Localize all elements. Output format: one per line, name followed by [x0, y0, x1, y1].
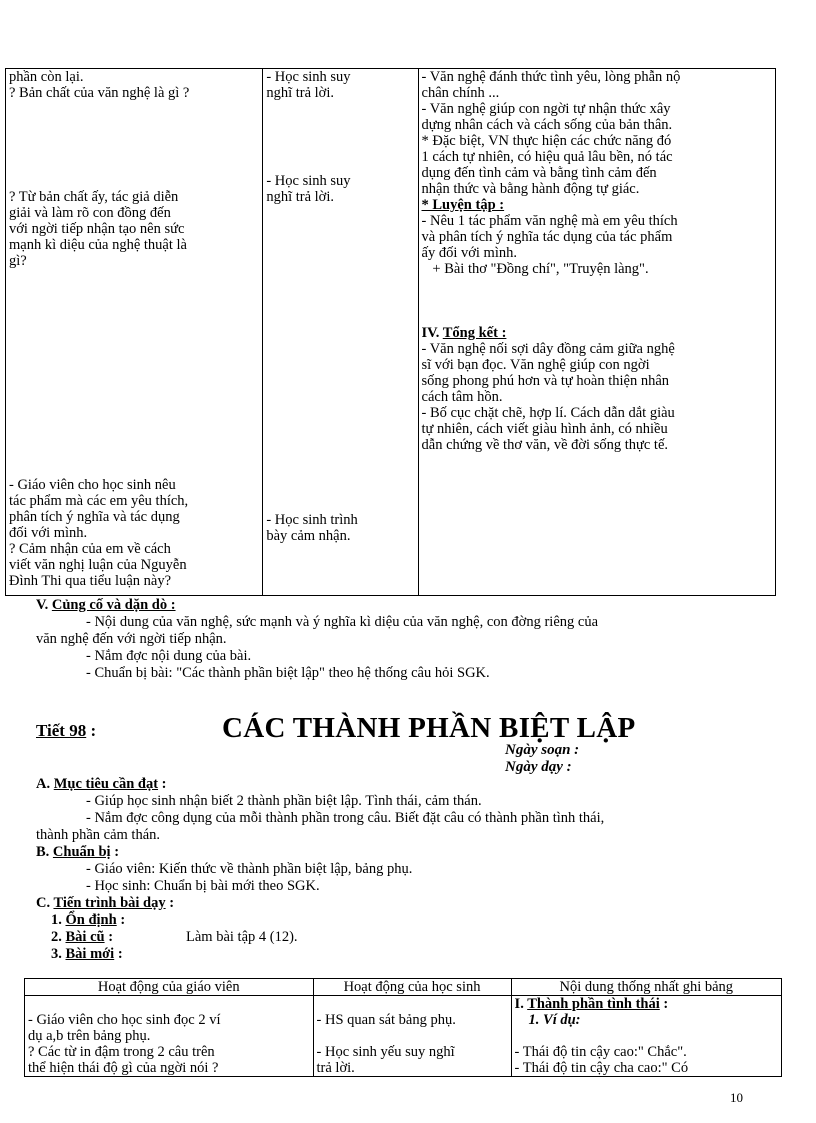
teacher-line: tác phẩm mà các em yêu thích, [9, 493, 189, 509]
lesson-dates [505, 742, 579, 776]
section-a-line: - Nắm đợc công dụng của mỗi thành phần trong câu. Biết đặt câu có thành phần tình thái, [86, 810, 605, 826]
page-title: CÁC THÀNH PHẦN BIỆT LẬP [222, 712, 636, 744]
table-line: - Giáo viên cho học sinh đọc 2 ví [28, 1012, 221, 1028]
tong-ket-prefix: IV. [421, 325, 443, 341]
lesson-number-colon: : [86, 721, 97, 740]
section-c-prefix: C. [36, 895, 54, 911]
step-bai-moi [51, 946, 123, 962]
tong-ket-label: Tổng kết : [442, 325, 507, 341]
step-label: Bài cũ [65, 929, 105, 945]
section-b-heading [36, 844, 119, 860]
teacher-line: với ngời tiếp nhận tạo nên sức [9, 221, 185, 237]
teacher-activity-cell [25, 996, 314, 1077]
table-line: - Thái độ tin cậy cao:" Chắc". [514, 1044, 687, 1060]
teacher-activity-cell [6, 69, 263, 596]
ngay-day: Ngày dạy : [505, 759, 572, 775]
step-number: 2. [51, 929, 66, 945]
content-line: và phân tích ý nghĩa tác dụng của tác phẩm [421, 229, 673, 245]
teacher-line: ? Từ bản chất ấy, tác giả diễn [9, 189, 179, 205]
table-header: Hoạt động của giáo viên [25, 979, 314, 996]
content-heading [515, 996, 778, 1012]
content-line: chân chính ... [421, 85, 500, 101]
content-line: - Bố cục chặt chẽ, hợp lí. Cách dẫn dắt giàu [421, 405, 675, 421]
content-line: ấy đối với mình. [421, 245, 517, 261]
section-b-line: - Giáo viên: Kiến thức về thành phần biệt lập, bảng phụ. [86, 861, 413, 877]
teacher-line: phân tích ý nghĩa và tác dụng [9, 509, 180, 525]
cungco-heading [36, 597, 176, 613]
cungco-label: Củng cố và dặn dò : [51, 597, 176, 613]
table-line: thể hiện thái độ gì của ngời nói ? [28, 1060, 219, 1076]
teacher-line: viết văn nghị luận của Nguyễn [9, 557, 187, 573]
table-line: ? Các từ in đậm trong 2 câu trên [28, 1044, 215, 1060]
content-line: dụng đến tình cảm và bằng tình cảm đến [421, 165, 657, 181]
teacher-line: - Giáo viên cho học sinh nêu [9, 477, 176, 493]
section-b-prefix: B. [36, 844, 53, 860]
student-activity-cell [263, 69, 418, 596]
content-line: cách tâm hồn. [421, 389, 503, 405]
student-line: - Học sinh suy [266, 173, 351, 189]
activity-table [24, 978, 782, 1077]
step-colon: : [104, 929, 114, 945]
content-line: - Văn nghệ giúp con ngời tự nhận thức xây [421, 101, 671, 117]
content-line: sống phong phú hơn và tự hoàn thiện nhân [421, 373, 670, 389]
lesson-number-label: Tiết 98 [36, 721, 87, 740]
teacher-line: ? Cảm nhận của em về cách [9, 541, 171, 557]
table-line: - Thái độ tin cậy cha cao:" Có [514, 1060, 689, 1076]
section-c-label: Tiến trình bài dạy [53, 895, 166, 911]
step-on-dinh [51, 912, 125, 928]
content-line: - Văn nghệ nối sợi dây đồng cảm giữa nghệ [421, 341, 675, 357]
teacher-line: mạnh kì diệu của nghệ thuật là [9, 237, 187, 253]
content-line: tự nhiên, cách viết giàu hình ảnh, có nhiều [421, 421, 668, 437]
section-c-suffix: : [165, 895, 175, 911]
cungco-line: - Chuẩn bị bài: "Các thành phần biệt lập" theo hệ thống câu hỏi SGK. [86, 665, 490, 681]
table-line: trả lời. [316, 1060, 355, 1076]
board-content-cell [418, 69, 775, 596]
section-c-heading [36, 895, 174, 911]
ngay-soan: Ngày soạn : [505, 742, 580, 758]
step-colon: : [116, 912, 126, 928]
content-line: 1 cách tự nhiên, có hiệu quả lâu bền, nó tác [421, 149, 673, 165]
luyen-tap-heading: * Luyện tập : [421, 197, 505, 213]
content-line: * Đặc biệt, VN thực hiện các chức năng đó [421, 133, 672, 149]
example-subheading: 1. Ví dụ: [528, 1012, 581, 1028]
student-line: - Học sinh suy [266, 69, 351, 85]
section-a-label: Mục tiêu cần đạt [53, 776, 159, 792]
content-line: dựng nhân cách và cách sống của bản thân. [421, 117, 673, 133]
content-line: nhận thức và bằng hành động tự giác. [421, 181, 640, 197]
section-a-line: - Giúp học sinh nhận biết 2 thành phần biệt lập. Tình thái, cảm thán. [86, 793, 482, 809]
bai-cu-text: Làm bài tập 4 (12). [186, 929, 298, 945]
section-a-suffix: : [158, 776, 167, 792]
student-line: bày cảm nhận. [266, 528, 351, 544]
board-content-cell [511, 996, 781, 1077]
teacher-line: đối với mình. [9, 525, 88, 541]
heading-suffix: : [659, 996, 669, 1012]
table-line: - HS quan sát bảng phụ. [316, 1012, 456, 1028]
cungco-prefix: V. [36, 597, 52, 613]
step-colon: : [114, 946, 123, 962]
table-line: dụ a,b trên bảng phụ. [28, 1028, 151, 1044]
content-line: - Nêu 1 tác phẩm văn nghệ mà em yêu thích [421, 213, 678, 229]
step-label: Bài mới [65, 946, 115, 962]
step-number: 3. [51, 946, 66, 962]
content-line: - Văn nghệ đánh thức tình yêu, lòng phẫn nộ [421, 69, 681, 85]
section-a-line: thành phần cảm thán. [36, 827, 161, 843]
cungco-line: - Nội dung của văn nghệ, sức mạnh và ý nghĩa kì diệu của văn nghệ, con đờng riêng của [86, 614, 599, 630]
section-b-suffix: : [110, 844, 120, 860]
student-line: - Học sinh trình [266, 512, 358, 528]
teacher-line: ? Bản chất của văn nghệ là gì ? [9, 85, 190, 101]
cungco-line: - Nắm đợc nội dung của bài. [86, 648, 252, 664]
heading-prefix: I. [514, 996, 528, 1012]
table-line: - Học sinh yếu suy nghĩ [316, 1044, 455, 1060]
teacher-line: giải và làm rõ con đồng đến [9, 205, 171, 221]
heading-label: Thành phần tình thái [527, 996, 660, 1012]
cungco-line: văn nghệ đến với ngời tiếp nhận. [36, 631, 227, 647]
student-line: nghĩ trả lời. [266, 189, 334, 205]
tong-ket-heading [422, 325, 772, 341]
teacher-line: phần còn lại. [9, 69, 84, 85]
section-a-prefix: A. [36, 776, 54, 792]
lesson-table-continued [5, 68, 776, 596]
section-b-line: - Học sinh: Chuẩn bị bài mới theo SGK. [86, 878, 320, 894]
teacher-line: Đình Thi qua tiểu luận này? [9, 573, 172, 589]
content-line: + Bài thơ "Đồng chí", "Truyện làng". [421, 261, 649, 277]
table-header: Nội dung thống nhất ghi bảng [511, 979, 781, 996]
table-header: Hoạt động của học sinh [313, 979, 511, 996]
student-line: nghĩ trả lời. [266, 85, 334, 101]
page-number: 10 [730, 1090, 743, 1105]
content-line: dẫn chứng về thơ văn, về đời sống thực tế. [421, 437, 669, 453]
step-label: Ổn định [65, 912, 117, 928]
teacher-line: gì? [9, 253, 27, 269]
step-bai-cu [51, 929, 113, 945]
content-line: sĩ với bạn đọc. Văn nghệ giúp con ngời [421, 357, 650, 373]
step-number: 1. [51, 912, 66, 928]
section-b-label: Chuẩn bị [52, 844, 111, 860]
section-a-heading [36, 776, 167, 792]
lesson-number [36, 721, 96, 741]
student-activity-cell [313, 996, 511, 1077]
